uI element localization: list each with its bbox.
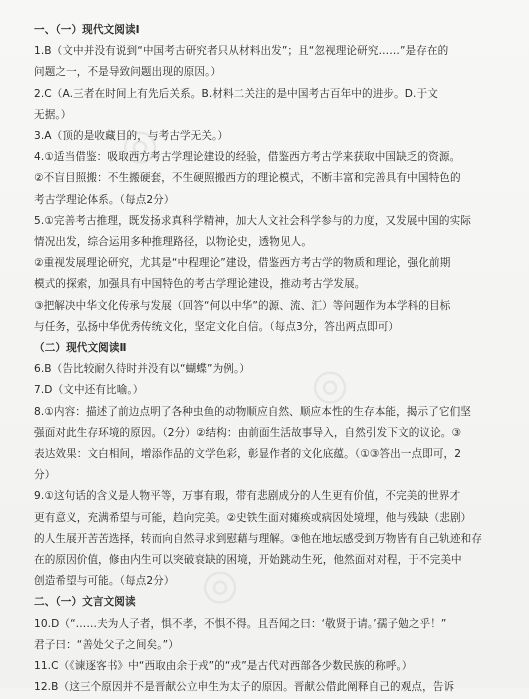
text-line: 2.C（A.三者在时间上有先后关系。B.材料二关注的是中国考古百年中的进步。D.于文: [34, 87, 438, 100]
text-line: 6.B（告比较耐久待时并没有以“蝴蝶”为例。）: [34, 363, 251, 376]
text-line: 9.①这句话的含义是人物平等，万事有瑕，带有悲剧成分的人生更有价值，不完美的世界才: [34, 490, 461, 503]
text-line: 1.B（文中并没有说到“中国考古研究者只从材料出发”；且“忽视理论研究……”是存在的: [34, 45, 449, 58]
text-line: 8.①内容：描述了前边点明了各种虫鱼的动物顺应自然、顺应本性的生存本能，揭示了它们坚: [34, 405, 471, 418]
text-line: 在的原因价值，修由内生可以突破衰缺的困境，开始跳动生死，他然面对对程，于不完美中: [34, 554, 462, 567]
watermark-mark: ◎: [190, 554, 247, 615]
document-body: [34, 20, 504, 699]
text-line: 无据。）: [34, 108, 72, 121]
text-line: 3.A（顶的是收藏目的，与考古学无关。）: [34, 130, 229, 143]
text-line: 10.D（“……夫为人子者，惧不孝，不惧不得。且吾闻之曰：‘敬贤于请。’孺子勉之乎！”: [34, 617, 447, 630]
text-line: 5.①完善考古推理，既发扬求真科学精神，加大人文社会科学参与的力度，又发展中国的实际: [34, 214, 471, 227]
text-line: 模式的探索，加强具有中国特色的考古学理论建设，推动考古学发展。: [34, 278, 366, 291]
text-line: 问题之一，不是导致问题出现的原因。）: [34, 66, 222, 79]
watermark-mark: ◎: [300, 354, 357, 415]
section-heading: 二、（一）文言文阅读: [34, 596, 136, 609]
text-line: 创造希望与可能。（每点2分）: [34, 575, 175, 588]
text-line: 君子曰：“善处父子之间矣。”）: [34, 638, 179, 651]
text-line: 11.C（《谏逐客书》中“西取由余于戎”的“戎”是古代对西部各少数民族的称呼。）: [34, 660, 413, 673]
text-line: 强面对此生存环境的原因。（2分）②结构：由前面生活故事导入，自然引发下文的议论。③: [34, 426, 462, 439]
text-line: 分）: [34, 469, 56, 482]
section-heading: （二）现代文阅读Ⅱ: [34, 342, 127, 355]
text-line: ③把解决中华文化传承与发展（回答“何以中华”的源、流、汇）等问题作为本学科的目标: [34, 299, 451, 312]
text-line: 情况出发，综合运用多种推理路径，以物论史，透物见人。: [34, 236, 313, 249]
text-line: 表达效果：文白相间，增添作品的文学色彩，彰显作者的文化底蕴。（①③答出一点即可，2: [34, 448, 462, 461]
text-line: ②重视发展理论研究，尤其是“中程理论”建设，借鉴西方考古学的物质和理论，强化前期: [34, 257, 451, 270]
text-line: 与任务，弘扬中华优秀传统文化，坚定文化自信。（每点3分，答出两点即可）: [34, 320, 400, 333]
section-heading: 一、（一）现代文阅读Ⅰ: [34, 24, 140, 36]
text-line: 12.B（这三个原因并不是晋献公立申生为太子的原因。晋献公借此阐释自己的观点，告诉: [34, 681, 455, 694]
watermark-mark: ◎: [110, 114, 167, 175]
text-line: 7.D（文中还有比喻。）: [34, 384, 144, 397]
text-line: ②不盲目照搬：不生搬硬套，不生硬照搬西方的理论模式，不断丰富和完善具有中国特色的: [34, 172, 461, 185]
text-line: 的人生展开苦苦选择，转而向自然寻求到慰藉与理解。③他在地坛感受到万物皆有自己轨迹和存: [34, 532, 483, 545]
text-line: 更有意义，充满希望与可能，趋向完美。②史铁生面对瘫痪或病因处境埋，他与残缺（悲剧）: [34, 511, 472, 524]
text-line: 考古学理论体系。（每点2分）: [34, 193, 175, 206]
text-line: 4.①适当借鉴：吸取西方考古学理论建设的经验，借鉴西方考古学来获取中国缺乏的资源。: [34, 151, 461, 164]
